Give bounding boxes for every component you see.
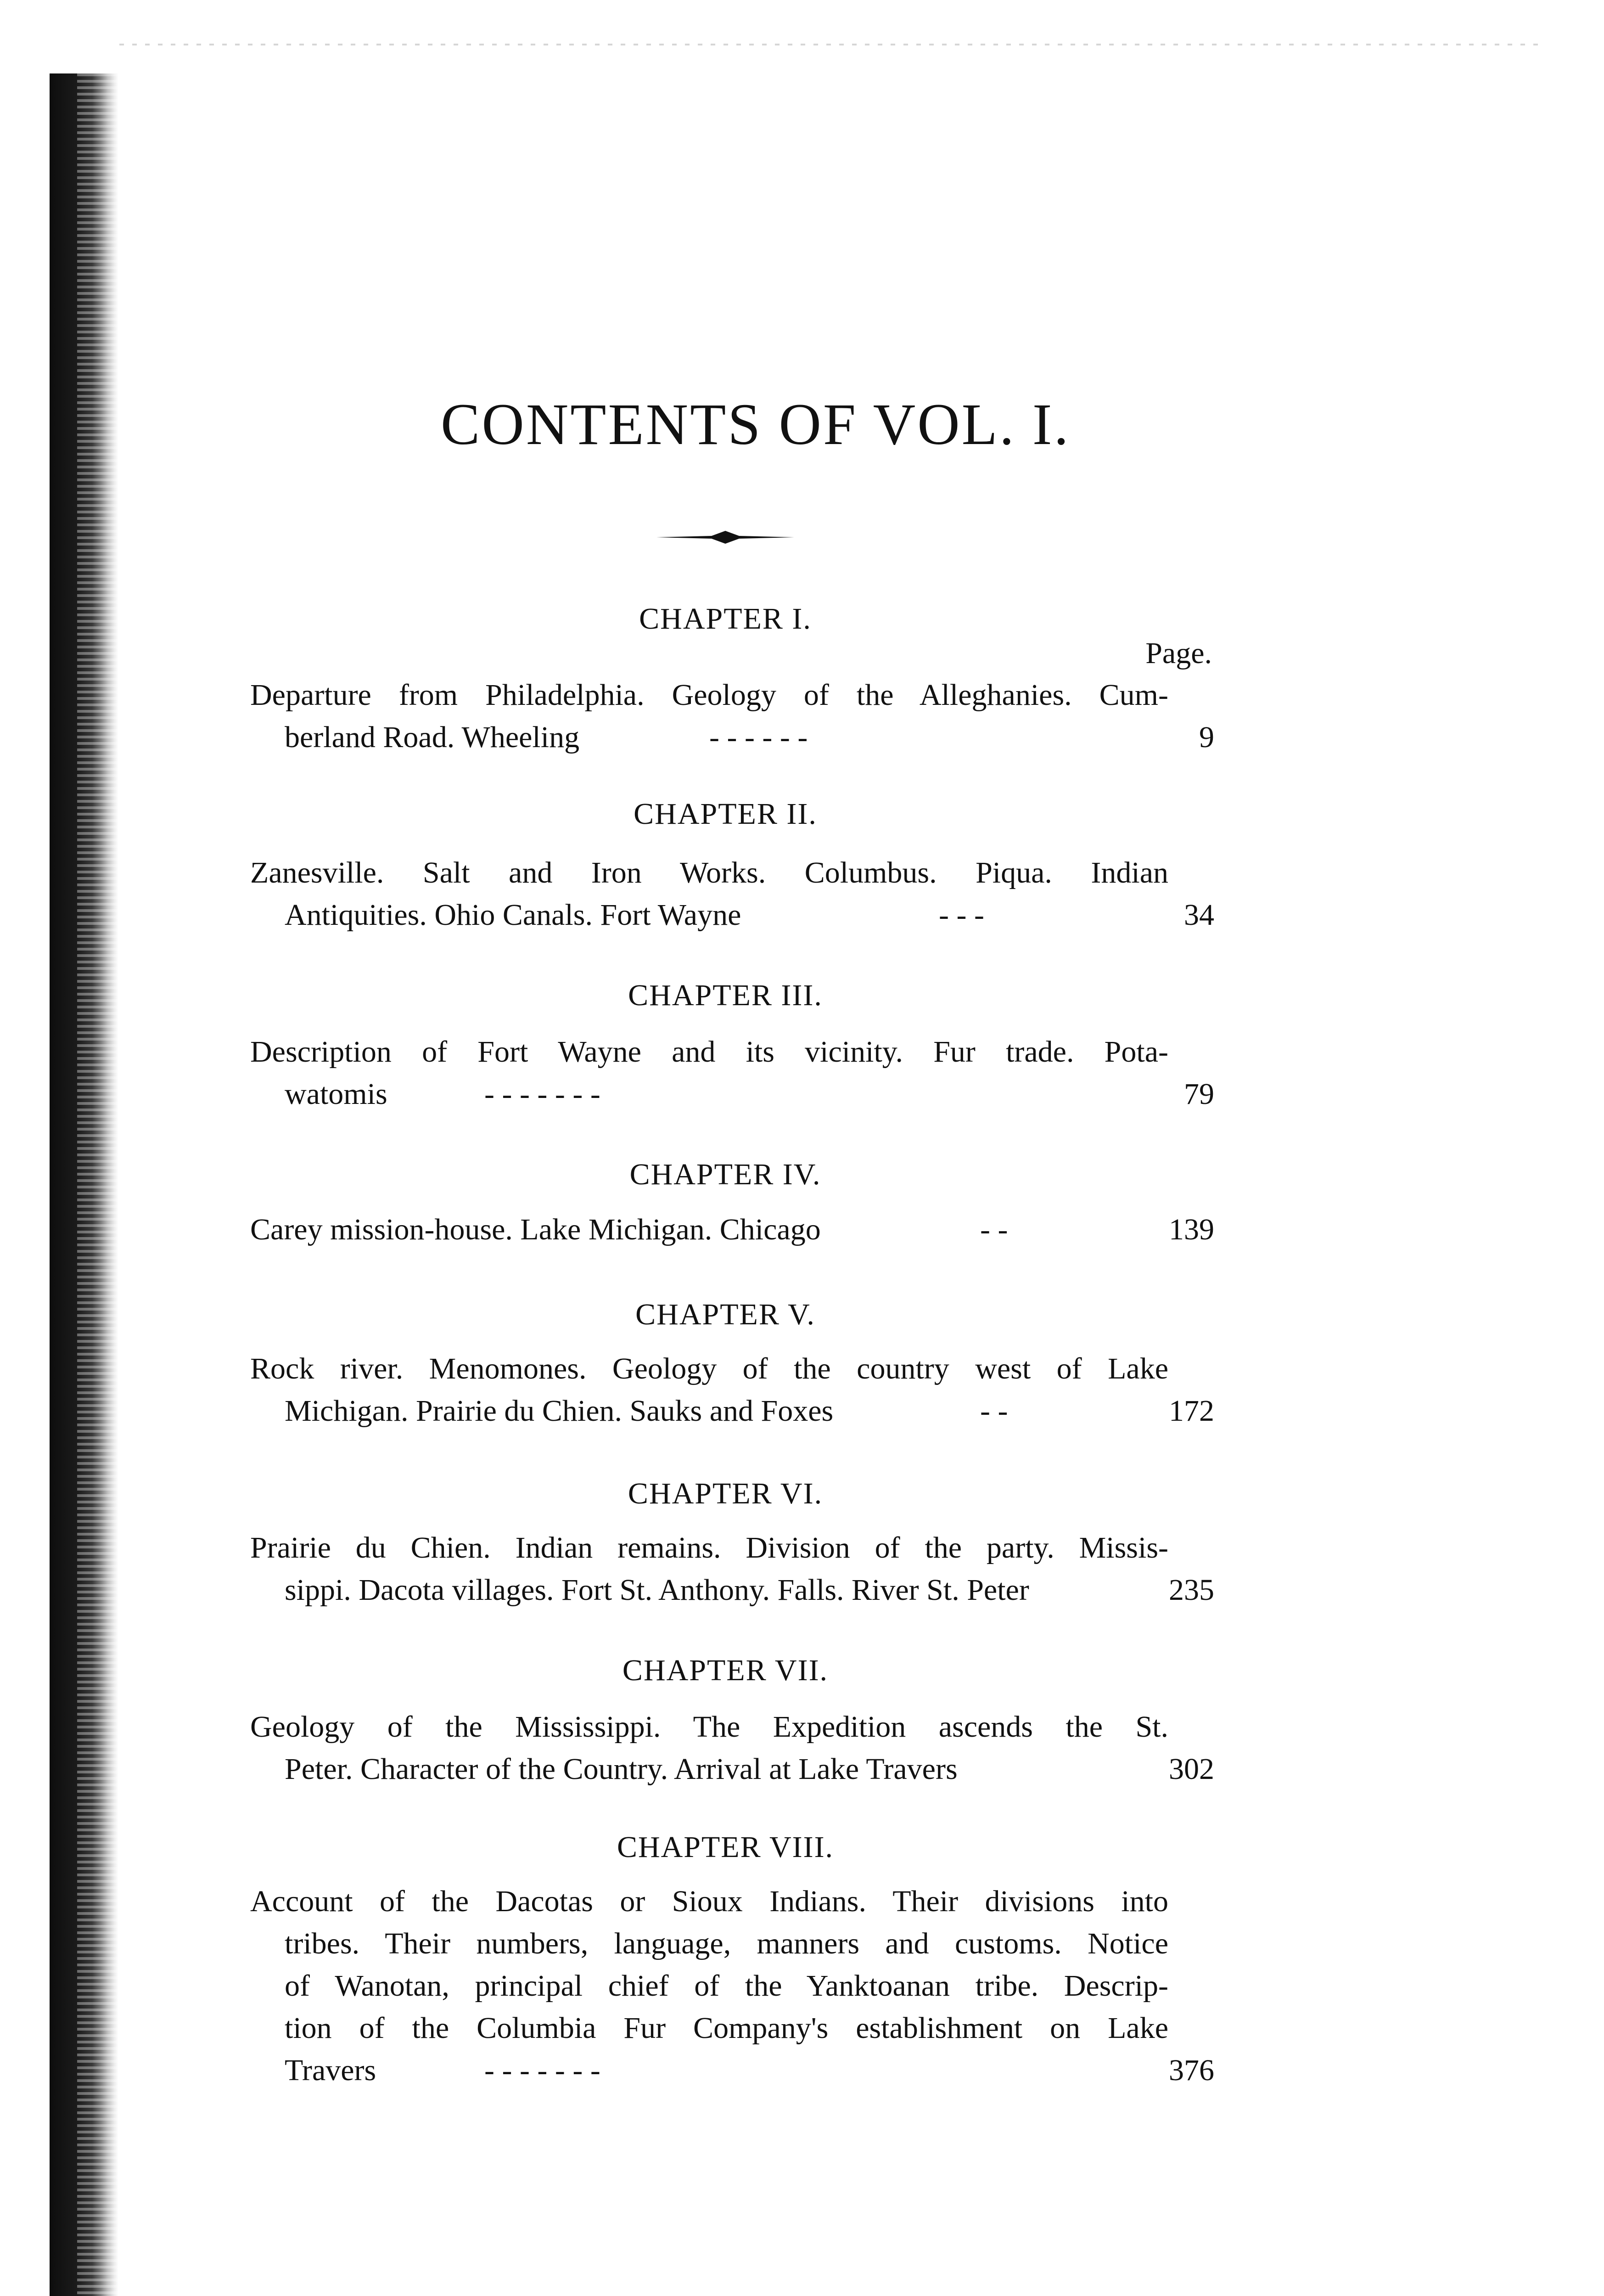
chapter-heading: CHAPTER I.: [639, 602, 812, 636]
entry-line: berland Road. Wheeling - - - - - - 9: [250, 716, 1214, 759]
entry-line: Account of the Dacotas or Sioux Indians. Their divisions into: [250, 1885, 1168, 1918]
dot-leader: - - - - - - -: [484, 2054, 600, 2087]
page-number: 172: [1169, 1394, 1214, 1428]
dot-leader: - -: [980, 1213, 1008, 1246]
page-column-label: Page.: [1145, 636, 1212, 670]
dot-leader: - - - - - -: [709, 720, 808, 754]
toc-entry: [250, 1706, 1214, 1790]
entry-line: Carey mission-house. Lake Michigan. Chicago - - 139: [250, 1209, 1214, 1251]
top-edge-mark: [119, 44, 1542, 45]
chapter-heading: CHAPTER VII.: [622, 1654, 829, 1687]
chapter-heading: CHAPTER IV.: [629, 1158, 821, 1191]
page-number: 235: [1169, 1573, 1214, 1607]
chapter-heading: CHAPTER VIII.: [617, 1830, 834, 1864]
chapter-heading: CHAPTER V.: [635, 1298, 815, 1331]
entry-line: tion of the Columbia Fur Company's establishment on Lake: [285, 2011, 1168, 2045]
entry-line: watomis - - - - - - - 79: [250, 1073, 1214, 1115]
dot-leader: - - -: [939, 898, 984, 932]
page-number: 9: [1199, 720, 1214, 754]
chapter-heading: CHAPTER VI.: [628, 1477, 823, 1510]
entry-line: Zanesville. Salt and Iron Works. Columbus. Piqua. Indian: [250, 856, 1168, 889]
chapter-heading: CHAPTER III.: [628, 979, 823, 1012]
dot-leader: - - - - - - -: [484, 1077, 600, 1111]
entry-line: Peter. Character of the Country. Arrival at Lake Travers 302: [250, 1748, 1214, 1790]
entry-line: tribes. Their numbers, language, manners and customs. Notice: [285, 1927, 1168, 1960]
entry-line: of Wanotan, principal chief of the Yanktoanan tribe. Descrip-: [285, 1969, 1168, 2003]
chapter-heading: CHAPTER II.: [634, 797, 817, 831]
entry-line: Rock river. Menomones. Geology of the country west of Lake: [250, 1352, 1168, 1385]
binding-edge: [50, 73, 118, 2296]
page-number: 302: [1169, 1752, 1214, 1786]
page-title: CONTENTS OF VOL. I.: [441, 392, 1071, 457]
entry-line: Description of Fort Wayne and its vicinity. Fur trade. Pota-: [250, 1035, 1168, 1069]
page-number: 79: [1184, 1077, 1214, 1111]
page-number: 139: [1169, 1213, 1214, 1246]
entry-line: Geology of the Mississippi. The Expedition ascends the St.: [250, 1710, 1168, 1744]
page-number: 376: [1169, 2054, 1214, 2087]
toc-entry: [250, 1348, 1214, 1432]
dot-leader: - -: [980, 1394, 1008, 1428]
toc-entry: [250, 1031, 1214, 1115]
toc-entry: [250, 1880, 1214, 2092]
rule-ornament-icon: [656, 528, 794, 546]
entry-line: Antiquities. Ohio Canals. Fort Wayne - - - 34: [250, 894, 1214, 936]
entry-line: sippi. Dacota villages. Fort St. Anthony. Falls. River St. Peter 235: [250, 1569, 1214, 1611]
entry-line: Michigan. Prairie du Chien. Sauks and Foxes - - 172: [250, 1390, 1214, 1432]
toc-entry: [250, 852, 1214, 936]
entry-line: Departure from Philadelphia. Geology of the Alleghanies. Cum-: [250, 678, 1168, 712]
entry-line: Travers - - - - - - - 376: [250, 2049, 1214, 2092]
entry-line: Prairie du Chien. Indian remains. Division of the party. Missis-: [250, 1531, 1168, 1564]
toc-entry: [250, 674, 1214, 759]
toc-entry: [250, 1527, 1214, 1611]
page-number: 34: [1184, 898, 1214, 932]
toc-entry: [250, 1209, 1214, 1251]
